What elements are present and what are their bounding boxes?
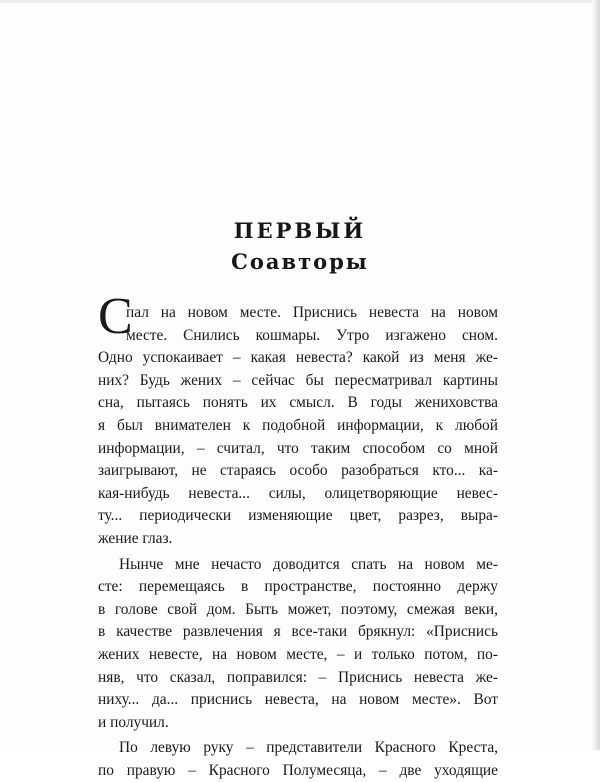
body-text: [98, 302, 498, 782]
chapter-title: Соавторы: [231, 249, 369, 274]
chapter-number: ПЕРВЫЙ: [233, 218, 367, 243]
text-line: ниху... да... приснись невеста, на новом месте». Вот: [98, 691, 498, 709]
text-line: Одно успокаивает – какая невеста? какой из меня же-: [98, 349, 498, 367]
text-line: ту... периодически изменяющие цвет, разрез, выра-: [98, 507, 498, 525]
text-line: в голове свой дом. Быть может, поэтому, смежая веки,: [98, 600, 498, 618]
text-line: в качестве развлечения я все-таки брякнул: «Приснись: [98, 623, 498, 641]
text-line: жение глаз.: [98, 529, 173, 547]
text-line: я был внимателен к подобной информации, к любой: [98, 416, 498, 434]
text-line: заигрывают, не стараясь особо разобраться кто... ка-: [98, 462, 498, 480]
page-top-edge: [0, 0, 600, 3]
page-spine-shadow: [592, 0, 600, 750]
text-line: жених невесте, на новом месте, – и только потом, по-: [98, 645, 498, 663]
text-line: информации, – считал, что таким способом со мной: [98, 439, 498, 457]
text-line: сте: перемещаясь в пространстве, постоянно держу: [98, 578, 498, 596]
text-line: сна, пытаясь понять их смысл. В годы жениховства: [98, 394, 498, 412]
text-line: и получил.: [98, 713, 169, 731]
text-line: них? Будь жених – сейчас бы пересматривал картины: [98, 371, 498, 389]
text-line: по правую – Красного Полумесяца, – две уходящие: [98, 761, 498, 779]
text-line: пал на новом месте. Приснись невеста на новом: [126, 304, 498, 321]
text-line: няв, что сказал, поправился: – Приснись невеста же-: [98, 668, 498, 686]
drop-cap: С: [98, 288, 133, 345]
text-line: По левую руку – представители Красного Креста,: [119, 739, 498, 757]
text-line: месте. Снились кошмары. Утро изгажено сном.: [126, 326, 498, 344]
text-line: Нынче мне нечасто доводится спать на новом ме-: [119, 555, 498, 573]
text-line: кая-нибудь невеста... силы, олицетворяющие невес-: [98, 484, 498, 502]
